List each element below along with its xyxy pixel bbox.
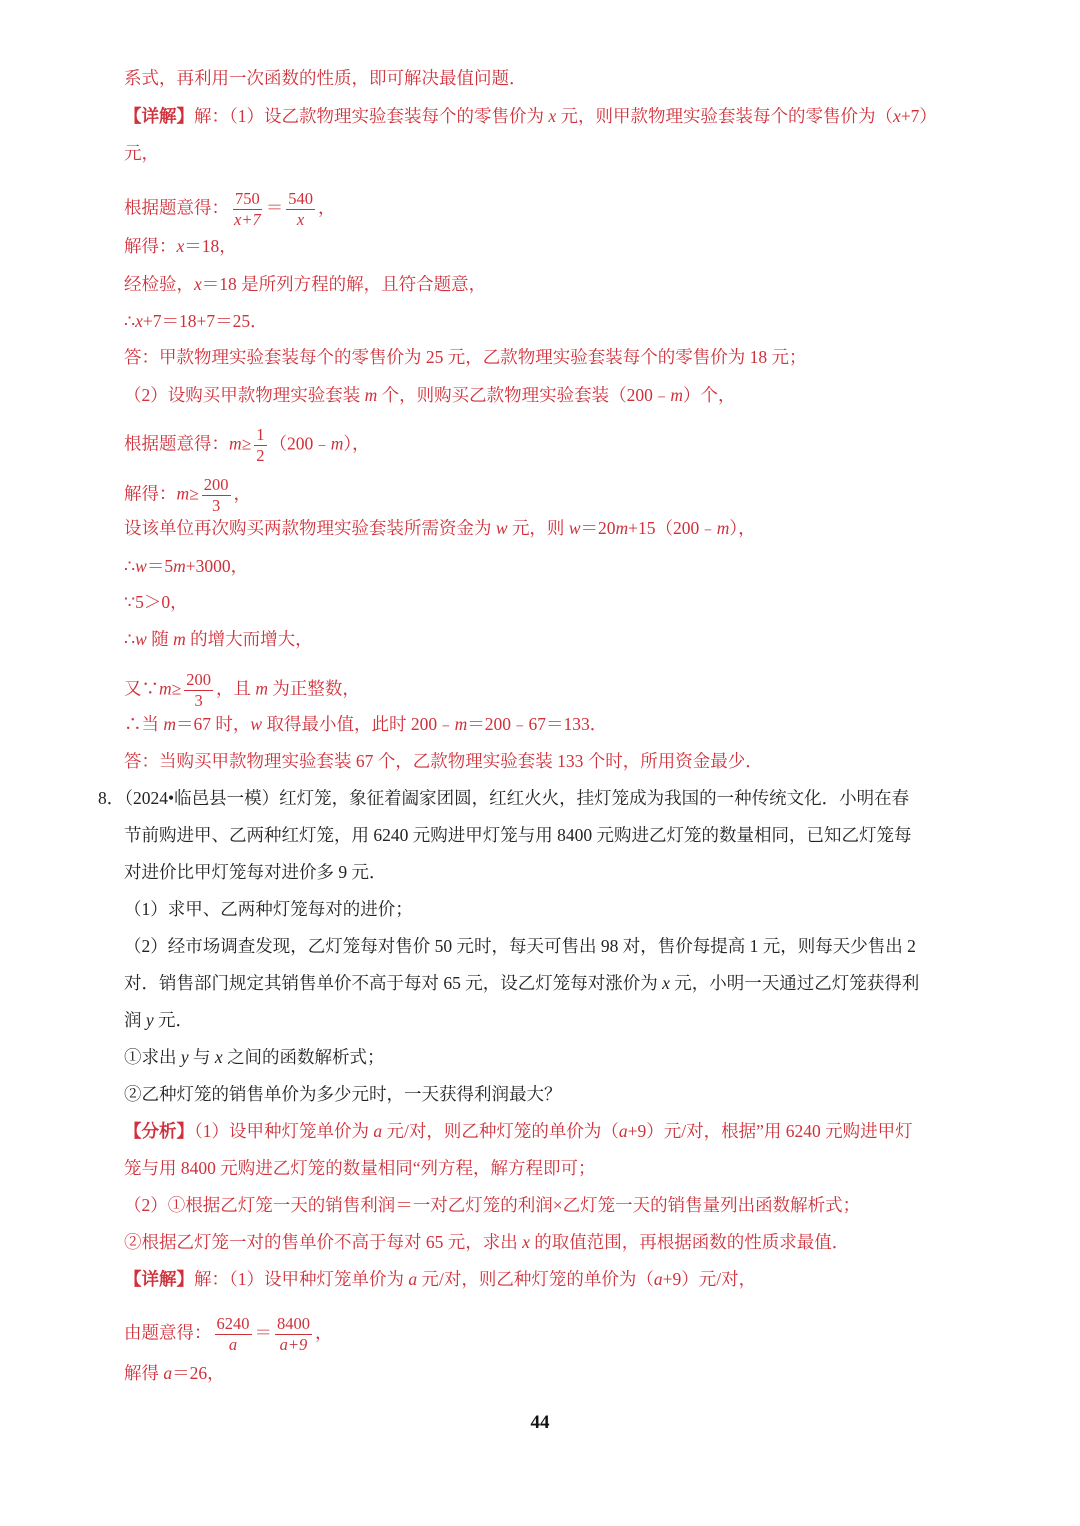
- solution-line: [124, 1267, 756, 1291]
- math-variable: x: [194, 274, 202, 294]
- text-run: 元/对，则乙种灯笼的单价为（: [417, 1269, 654, 1289]
- solution-line: [124, 627, 313, 651]
- text-line: [124, 1045, 385, 1069]
- math-variable: x: [548, 106, 557, 126]
- text-line: [124, 897, 413, 921]
- text-run: 之间的函数解析式；: [222, 1047, 385, 1067]
- math-variable: a: [373, 1121, 383, 1141]
- fraction: [202, 475, 231, 516]
- math-variable: m: [670, 385, 684, 405]
- section-label: 【详解】: [124, 106, 194, 126]
- numerator: 6240: [216, 1314, 250, 1333]
- text-run: 答：甲款物理实验套装每个的零售价为 25 元，乙款物理实验套装每个的零售价为 18 元；: [124, 347, 807, 367]
- text-run: 根据题意得：: [124, 433, 229, 454]
- text-run: ＝18，: [184, 236, 237, 256]
- solution-line: [124, 670, 360, 710]
- solution-line: [124, 66, 527, 90]
- text-line: [124, 823, 912, 847]
- solution-line: [124, 475, 251, 515]
- text-run: ＝: [254, 1322, 272, 1343]
- math-variable: m: [716, 518, 730, 538]
- text-run: （2）设购买甲款物理实验套装: [124, 385, 365, 405]
- solution-line: [124, 1361, 225, 1385]
- text-run: 为正整数，: [268, 678, 360, 699]
- text-run: 解得：: [124, 483, 177, 504]
- text-run: 解：（1）设甲种灯笼单价为: [194, 1269, 409, 1289]
- text-run: ，: [315, 1322, 333, 1343]
- text-run: ），: [729, 518, 756, 538]
- math-variable: a: [163, 1363, 173, 1383]
- fraction: [254, 425, 266, 466]
- text-run: ②乙种灯笼的销售单价为多少元时，一天获得利润最大？: [124, 1084, 562, 1104]
- text-run: 8．（2024•临邑县一模）红灯笼，象征着阖家团圆，红红火火，挂灯笼成为我国的一种传统文化．小明在春: [98, 788, 910, 808]
- math-variable: x: [214, 1047, 223, 1067]
- text-run: 又∵: [124, 678, 159, 699]
- denominator: x: [296, 210, 305, 229]
- text-run: 的取值范围，再根据函数的性质求最值．: [529, 1232, 850, 1252]
- text-run: 经检验，: [124, 274, 194, 294]
- math-variable: m: [615, 518, 629, 538]
- solution-line: [124, 141, 159, 165]
- math-variable: x: [893, 106, 901, 126]
- math-variable: x: [662, 973, 670, 993]
- numerator: 1: [256, 425, 265, 444]
- solution-line: [124, 309, 268, 333]
- text-run: ∵5＞0，: [124, 592, 188, 612]
- solution-line: [124, 425, 370, 465]
- text-run: （1）求甲、乙两种灯笼每对的进价；: [124, 899, 413, 919]
- text-run: 答：当购买甲款物理实验套装 67 个，乙款物理实验套装 133 个时，所用资金最少．: [124, 751, 763, 771]
- text-run: 笼与用 8400 元购进乙灯笼的数量相同“列方程，解方程即可；: [124, 1158, 596, 1178]
- numerator: 540: [288, 189, 313, 208]
- math-variable: x: [176, 236, 185, 256]
- math-variable: x: [135, 311, 143, 331]
- solution-line: [124, 345, 807, 369]
- text-run: ，: [317, 197, 336, 218]
- math-variable: m: [173, 556, 186, 576]
- text-run: ＝67 时，: [176, 714, 251, 734]
- solution-line: [124, 749, 763, 773]
- text-line: [124, 1082, 562, 1106]
- denominator: 3: [212, 496, 221, 515]
- solution-line: [124, 1230, 849, 1254]
- solution-line: [124, 104, 937, 128]
- math-variable: w: [250, 714, 263, 734]
- text-run: 的增大而增大，: [185, 629, 313, 649]
- text-run: 由题意得：: [124, 1322, 212, 1343]
- solution-line: [124, 712, 607, 736]
- math-variable: m: [159, 678, 172, 699]
- page-number: 44: [530, 1412, 550, 1433]
- fraction: [286, 189, 315, 230]
- solution-line: [124, 1119, 913, 1143]
- math-variable: w: [135, 556, 147, 576]
- text-run: ≥: [189, 483, 199, 504]
- numerator: 8400: [277, 1314, 310, 1333]
- text-run: 解：（1）设乙款物理实验套装每个的零售价为: [194, 106, 549, 126]
- text-run: ＝26，: [172, 1363, 225, 1383]
- text-run: ≥: [241, 433, 252, 454]
- text-run: 随: [146, 629, 174, 649]
- text-run: ∴: [124, 556, 136, 576]
- math-variable: m: [173, 629, 186, 649]
- text-run: 元，小明一天通过乙灯笼获得利: [669, 973, 920, 993]
- solution-line: [124, 272, 486, 296]
- math-variable: m: [330, 433, 344, 454]
- fraction: [275, 1314, 312, 1355]
- text-run: +3000，: [185, 556, 249, 576]
- text-run: 元，: [124, 143, 159, 163]
- solution-line: [124, 554, 248, 578]
- text-run: ＝: [265, 197, 284, 218]
- text-run: ），: [343, 433, 370, 454]
- text-run: 节前购进甲、乙两种红灯笼，用 6240 元购进甲灯笼与用 8400 元购进乙灯笼的数量相同，已知乙灯笼每: [124, 825, 912, 845]
- math-variable: a: [408, 1269, 418, 1289]
- text-line: [124, 1008, 193, 1032]
- text-run: ①求出: [124, 1047, 181, 1067]
- text-run: 对进价比甲灯笼每对进价多 9 元．: [124, 862, 387, 882]
- math-variable: m: [229, 433, 242, 454]
- text-run: 系式，再利用一次函数的性质，即可解决最值问题．: [124, 68, 527, 88]
- fraction: [232, 189, 263, 230]
- solution-line: [124, 1156, 596, 1180]
- text-run: ＝18 是所列方程的解，且符合题意，: [201, 274, 487, 294]
- solution-line: [124, 1193, 860, 1217]
- math-variable: w: [135, 629, 147, 649]
- math-variable: m: [364, 385, 378, 405]
- solution-line: [124, 590, 188, 614]
- denominator: 3: [194, 691, 203, 710]
- text-line: [124, 971, 919, 995]
- math-variable: a: [653, 1269, 663, 1289]
- text-run: （2）①根据乙灯笼一天的销售利润＝一对乙灯笼的利润×乙灯笼一天的销售量列出函数解析式；: [124, 1195, 861, 1215]
- text-run: （1）设甲种灯笼单价为: [194, 1121, 374, 1141]
- text-run: 元/对，则乙种灯笼的单价为（: [382, 1121, 619, 1141]
- solution-line: [124, 234, 237, 258]
- solution-line: [124, 189, 336, 229]
- fraction: [215, 1314, 252, 1355]
- math-variable: m: [176, 483, 190, 504]
- math-variable: a: [618, 1121, 628, 1141]
- text-run: +9）元/对，根据”用 6240 元购进甲灯: [627, 1121, 913, 1141]
- math-variable: y: [145, 1010, 154, 1030]
- numerator: 750: [234, 189, 260, 208]
- text-line: [124, 934, 916, 958]
- text-run: ≥: [171, 678, 182, 699]
- denominator: 2: [256, 446, 265, 465]
- solution-line: [124, 516, 756, 540]
- question-line: [98, 786, 909, 810]
- math-variable: m: [163, 714, 177, 734]
- text-run: 润: [124, 1010, 146, 1030]
- text-run: 元．: [153, 1010, 194, 1030]
- text-run: 根据题意得：: [124, 197, 229, 218]
- math-variable: m: [454, 714, 468, 734]
- text-run: 元，则: [507, 518, 569, 538]
- section-label: 【分析】: [124, 1121, 194, 1141]
- text-line: [124, 860, 387, 884]
- text-run: +7＝18+7＝25．: [142, 311, 268, 331]
- text-run: （2）经市场调查发现，乙灯笼每对售价 50 元时，每天可售出 98 对，售价每提高 1 元，则每天少售出 2: [124, 936, 916, 956]
- text-run: ＝20: [580, 518, 616, 538]
- solution-line: [124, 383, 736, 407]
- numerator: 200: [203, 475, 229, 494]
- math-variable: y: [180, 1047, 189, 1067]
- text-run: 元，则甲款物理实验套装每个的零售价为（: [556, 106, 894, 126]
- text-run: 对．销售部门规定其销售单价不高于每对 65 元，设乙灯笼每对涨价为: [124, 973, 663, 993]
- text-run: 解得: [124, 1363, 164, 1383]
- text-run: 解得：: [124, 236, 177, 256]
- denominator: x+7: [234, 210, 261, 229]
- text-run: 与: [188, 1047, 215, 1067]
- solution-line: [124, 1314, 333, 1354]
- text-run: ，且: [216, 678, 256, 699]
- text-run: ）个，: [683, 385, 736, 405]
- text-run: 设该单位再次购买两款物理实验套装所需资金为: [124, 518, 496, 538]
- math-variable: m: [255, 678, 269, 699]
- text-run: +15（200﹣: [628, 518, 717, 538]
- denominator: a+9: [279, 1335, 308, 1354]
- fraction: [184, 670, 213, 711]
- text-run: ＝5: [146, 556, 174, 576]
- text-run: ＝200﹣67＝133．: [467, 714, 608, 734]
- text-run: （200﹣: [269, 433, 331, 454]
- text-run: ∴: [124, 629, 136, 649]
- math-variable: w: [568, 518, 581, 538]
- text-run: ②根据乙灯笼一对的售单价不高于每对 65 元，求出: [124, 1232, 523, 1252]
- text-run: 个，则购买乙款物理实验套装（200﹣: [377, 385, 671, 405]
- text-run: 取得最小值，此时 200﹣: [262, 714, 455, 734]
- denominator: a: [228, 1335, 238, 1354]
- math-variable: x: [522, 1232, 530, 1252]
- text-run: ∴当: [124, 714, 164, 734]
- section-label: 【详解】: [124, 1269, 194, 1289]
- text-run: ，: [233, 483, 251, 504]
- math-variable: w: [495, 518, 508, 538]
- text-run: +7）: [900, 106, 937, 126]
- text-run: +9）元/对，: [662, 1269, 757, 1289]
- numerator: 200: [186, 670, 211, 689]
- text-run: ∴: [124, 311, 136, 331]
